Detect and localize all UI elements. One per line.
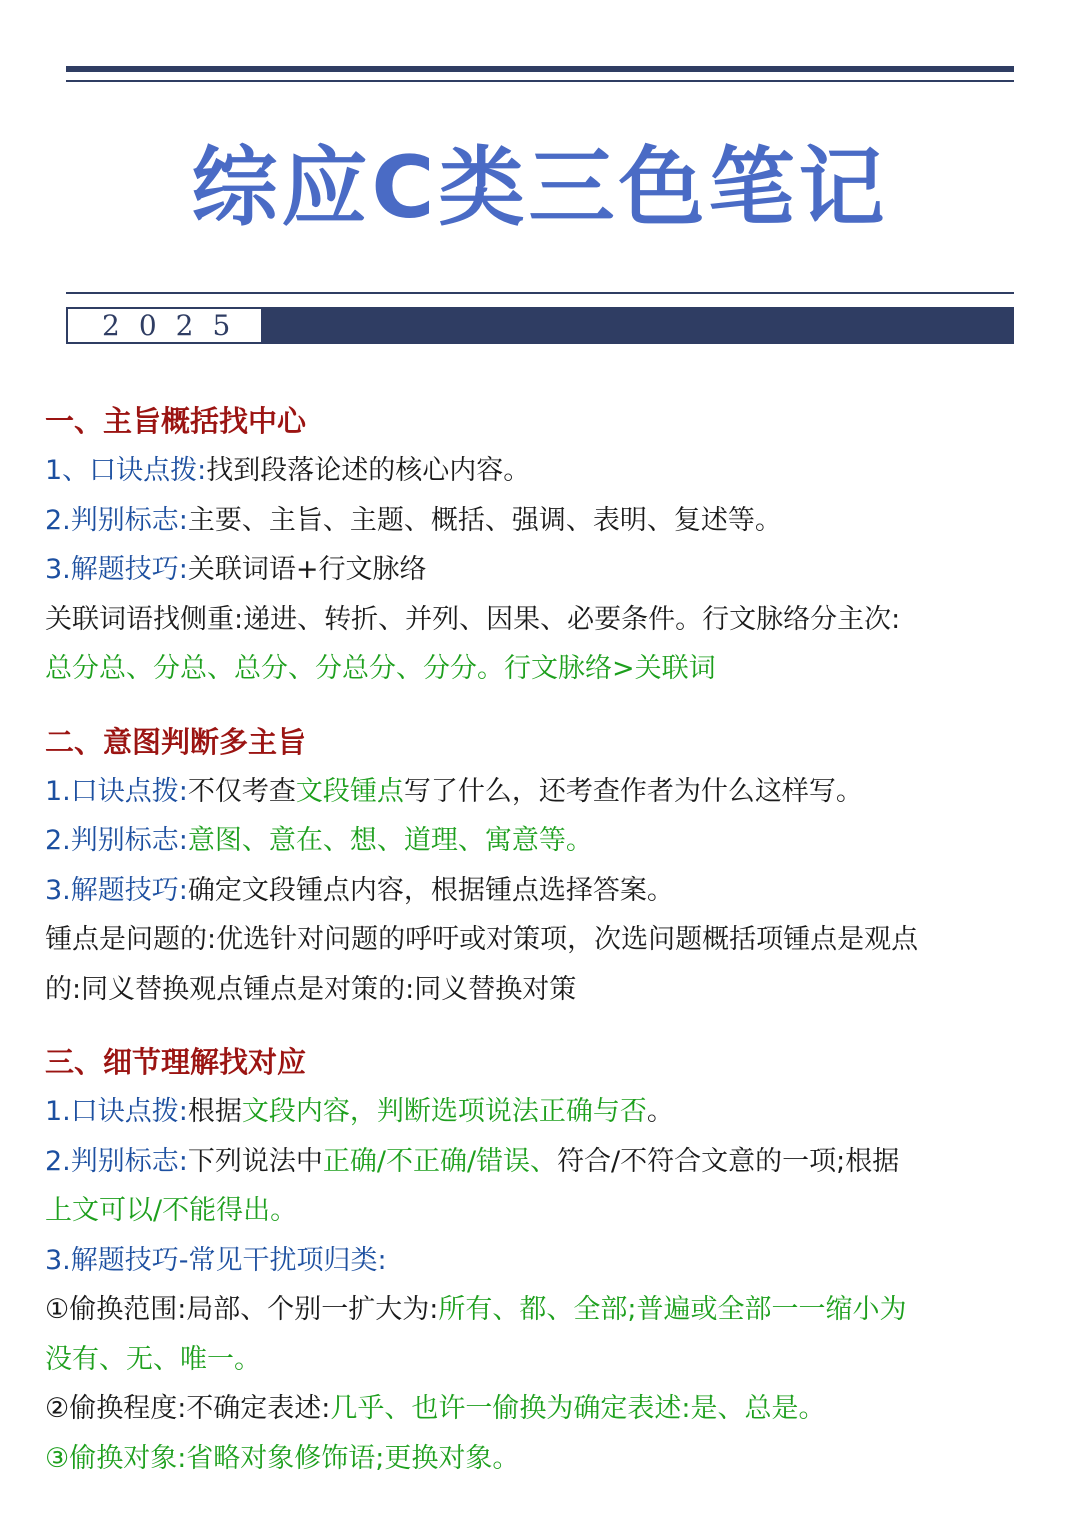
note-line: [45, 446, 1040, 496]
text-segment: 几乎、也许一偷换为确定表述:是、总是。: [330, 1393, 826, 1424]
note-line: [45, 595, 1040, 645]
note-line: [45, 1335, 1040, 1385]
text-segment: 所有、都、全部;普遍或全部一一缩小为: [438, 1294, 907, 1325]
text-segment: 总分总、分总、总分、分总分、分分。行文脉络>关联词: [45, 653, 716, 684]
text-segment: 确定文段锺点内容，根据锺点选择答案。: [187, 874, 674, 906]
text-segment: 文段锺点: [295, 775, 404, 807]
text-segment: 意图、意在、想、道理、寓意等。: [187, 825, 593, 856]
year-rule: [66, 292, 1014, 294]
note-line: [45, 1186, 1040, 1236]
section-title: 三、细节理解找对应: [45, 1045, 307, 1079]
note-line: [45, 545, 1040, 595]
note-line: [45, 767, 1040, 817]
text-segment: 2.判别标志:: [45, 504, 188, 536]
top-rule-thin: [66, 80, 1014, 82]
text-segment: 符合/不符合文意的一项;根据: [557, 1145, 900, 1177]
note-line: [45, 1434, 1040, 1484]
text-segment: 找到段落论述的核心内容。: [206, 455, 531, 486]
top-rule-thick: [66, 66, 1014, 72]
text-segment: ③偷换对象:省略对象修饰语;更换对象。: [45, 1442, 520, 1474]
note-line: [45, 1137, 1040, 1187]
text-segment: 的:同义替换观点锺点是对策的:同义替换对策: [45, 973, 577, 1005]
note-line: [45, 1285, 1040, 1335]
note-line: [45, 866, 1040, 916]
year-label: 2025: [68, 309, 261, 342]
section-3: [45, 1038, 1040, 1483]
note-line: [45, 1236, 1040, 1286]
text-segment: 主要、主旨、主题、概括、强调、表明、复述等。: [187, 504, 782, 536]
text-segment: 3.解题技巧:: [45, 554, 188, 585]
text-segment: 关联词语找侧重:递进、转折、并列、因果、必要条件。行文脉络分主次:: [45, 603, 901, 635]
text-segment: 2.判别标志:: [45, 825, 188, 856]
text-segment: 3.解题技巧-常见干扰项归类:: [45, 1244, 387, 1276]
text-segment: ①偷换范围:局部、个别一扩大为:: [45, 1294, 439, 1325]
note-line: [45, 915, 1040, 965]
text-segment: 关联词语+行文脉络: [187, 554, 427, 585]
text-segment: 写了什么，还考查作者为什么这样写。: [403, 775, 863, 807]
text-segment: 文段内容，判断选项说法正确与否: [241, 1096, 647, 1127]
note-line: [45, 1087, 1040, 1137]
text-segment: 没有、无、唯一。: [45, 1343, 261, 1375]
note-line: [45, 496, 1040, 546]
text-segment: 下列说法中: [187, 1145, 323, 1177]
note-line: [45, 816, 1040, 866]
section-2: [45, 718, 1040, 1015]
text-segment: 根据: [187, 1096, 242, 1127]
text-segment: 2.判别标志:: [45, 1145, 188, 1177]
text-segment: 不仅考查: [187, 775, 296, 807]
text-segment: 。: [646, 1096, 674, 1127]
text-segment: 锺点是问题的:优选针对问题的呼吁或对策项，次选问题概括项锺点是观点: [45, 924, 919, 955]
section-title: 一、主旨概括找中心: [45, 404, 307, 438]
text-segment: ②偷换程度:不确定表述:: [45, 1393, 331, 1424]
note-line: [45, 644, 1040, 694]
text-segment: 上文可以/不能得出。: [45, 1195, 298, 1226]
text-segment: 正确/不正确/错误、: [322, 1145, 558, 1177]
page-title: 综应C类三色笔记: [191, 138, 889, 238]
text-segment: 3.解题技巧:: [45, 874, 188, 906]
notes-content: [45, 397, 1040, 1507]
note-line: [45, 965, 1040, 1015]
section-1: [45, 397, 1040, 694]
text-segment: 1.口诀点拨:: [45, 1096, 188, 1127]
note-line: [45, 1384, 1040, 1434]
section-title: 二、意图判断多主旨: [45, 724, 307, 759]
text-segment: 1.口诀点拨:: [45, 775, 188, 807]
text-segment: 1、口诀点拨:: [45, 455, 207, 486]
